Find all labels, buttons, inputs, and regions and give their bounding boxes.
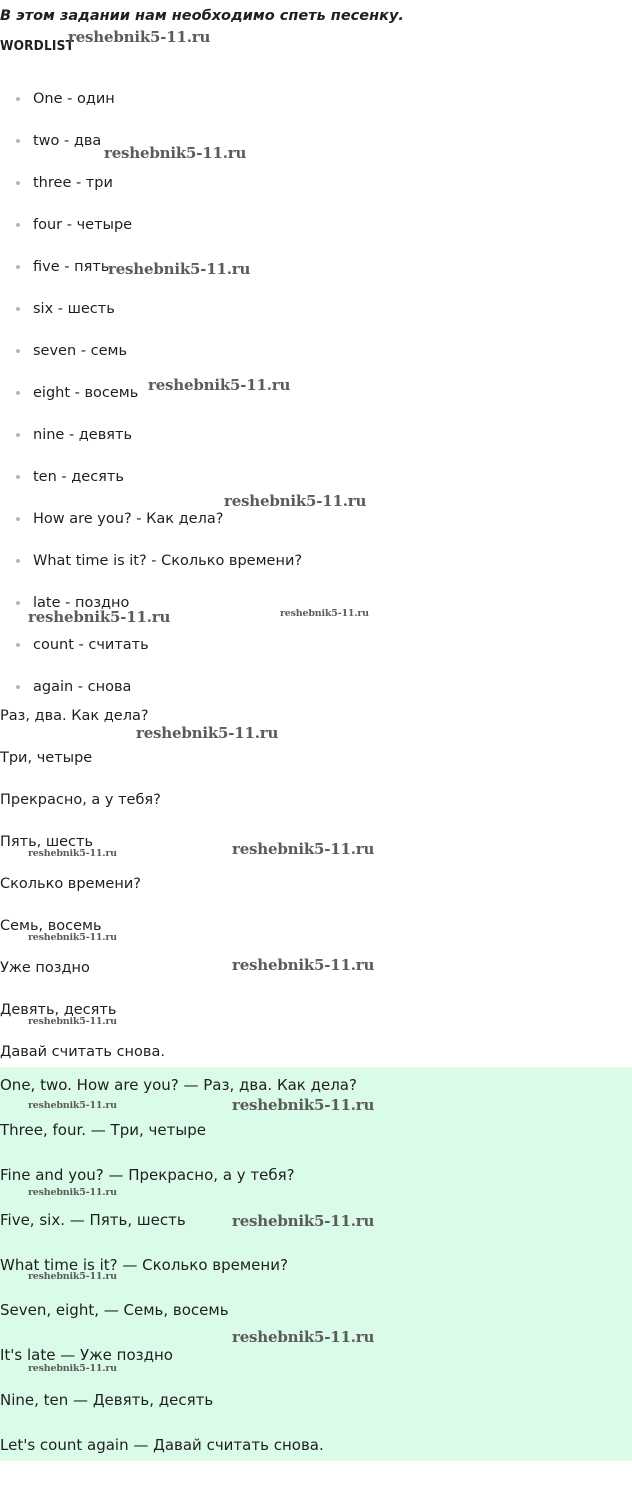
translation-line: Fine and you? — Прекрасно, а у тебя? (0, 1166, 295, 1184)
translation-line: What time is it? — Сколько времени? (0, 1256, 288, 1274)
watermark: reshebnik5-11.ru (68, 28, 211, 46)
wordlist-heading: WORDLIST (0, 38, 75, 54)
wordlist-item: again - снова (0, 676, 302, 718)
watermark: reshebnik5-11.ru (232, 840, 375, 858)
watermark: reshebnik5-11.ru (224, 492, 367, 510)
translation-line: Seven, eight, — Семь, восемь (0, 1301, 229, 1319)
wordlist-item: eight - восемь (0, 382, 302, 424)
watermark: reshebnik5-11.ru (108, 260, 251, 278)
translation-line: Three, four. — Три, четыре (0, 1121, 206, 1139)
watermark: reshebnik5-11.ru (280, 608, 369, 619)
wordlist-item: four - четыре (0, 214, 302, 256)
translation-line: Let's count again — Давай считать снова. (0, 1436, 324, 1454)
watermark: reshebnik5-11.ru (28, 932, 117, 943)
wordlist-item: count - считать (0, 634, 302, 676)
watermark: reshebnik5-11.ru (232, 1096, 375, 1114)
song-line: Пять, шесть (0, 834, 93, 850)
translation-line: Nine, ten — Девять, десять (0, 1391, 214, 1409)
wordlist-item: What time is it? - Сколько времени? (0, 550, 302, 592)
wordlist-item: How are you? - Как дела? (0, 508, 302, 550)
song-line: Уже поздно (0, 960, 90, 976)
watermark: reshebnik5-11.ru (232, 956, 375, 974)
watermark: reshebnik5-11.ru (28, 1016, 117, 1027)
song-line: Девять, десять (0, 1002, 117, 1018)
watermark: reshebnik5-11.ru (232, 1212, 375, 1230)
song-line: Семь, восемь (0, 918, 102, 934)
translation-block (0, 1067, 632, 1461)
wordlist-item: seven - семь (0, 340, 302, 382)
wordlist-item: five - пять (0, 256, 302, 298)
watermark: reshebnik5-11.ru (28, 608, 171, 626)
watermark: reshebnik5-11.ru (136, 724, 279, 742)
translation-line: One, two. How are you? — Раз, два. Как дела? (0, 1076, 357, 1094)
watermark: reshebnik5-11.ru (28, 848, 117, 859)
song-line: Три, четыре (0, 750, 93, 766)
song-line: Сколько времени? (0, 876, 141, 892)
translation-line: It's late — Уже поздно (0, 1346, 173, 1364)
watermark: reshebnik5-11.ru (148, 376, 291, 394)
wordlist-item: ten - десять (0, 466, 302, 508)
watermark: reshebnik5-11.ru (28, 1100, 117, 1111)
song-line: Раз, два. Как дела? (0, 708, 149, 724)
wordlist-item: late - поздно (0, 592, 302, 634)
song-line: Давай считать снова. (0, 1044, 165, 1060)
task-intro: В этом задании нам необходимо спеть песенку. (0, 8, 404, 24)
watermark: reshebnik5-11.ru (28, 1271, 117, 1282)
song-line: Прекрасно, а у тебя? (0, 792, 161, 808)
wordlist-item: One - один (0, 88, 302, 130)
wordlist-item: nine - девять (0, 424, 302, 466)
wordlist-item: two - два (0, 130, 302, 172)
translation-line: Five, six. — Пять, шесть (0, 1211, 186, 1229)
wordlist-item: three - три (0, 172, 302, 214)
watermark: reshebnik5-11.ru (104, 144, 247, 162)
watermark: reshebnik5-11.ru (28, 1363, 117, 1374)
watermark: reshebnik5-11.ru (28, 1187, 117, 1198)
watermark: reshebnik5-11.ru (232, 1328, 375, 1346)
wordlist-item: six - шесть (0, 298, 302, 340)
